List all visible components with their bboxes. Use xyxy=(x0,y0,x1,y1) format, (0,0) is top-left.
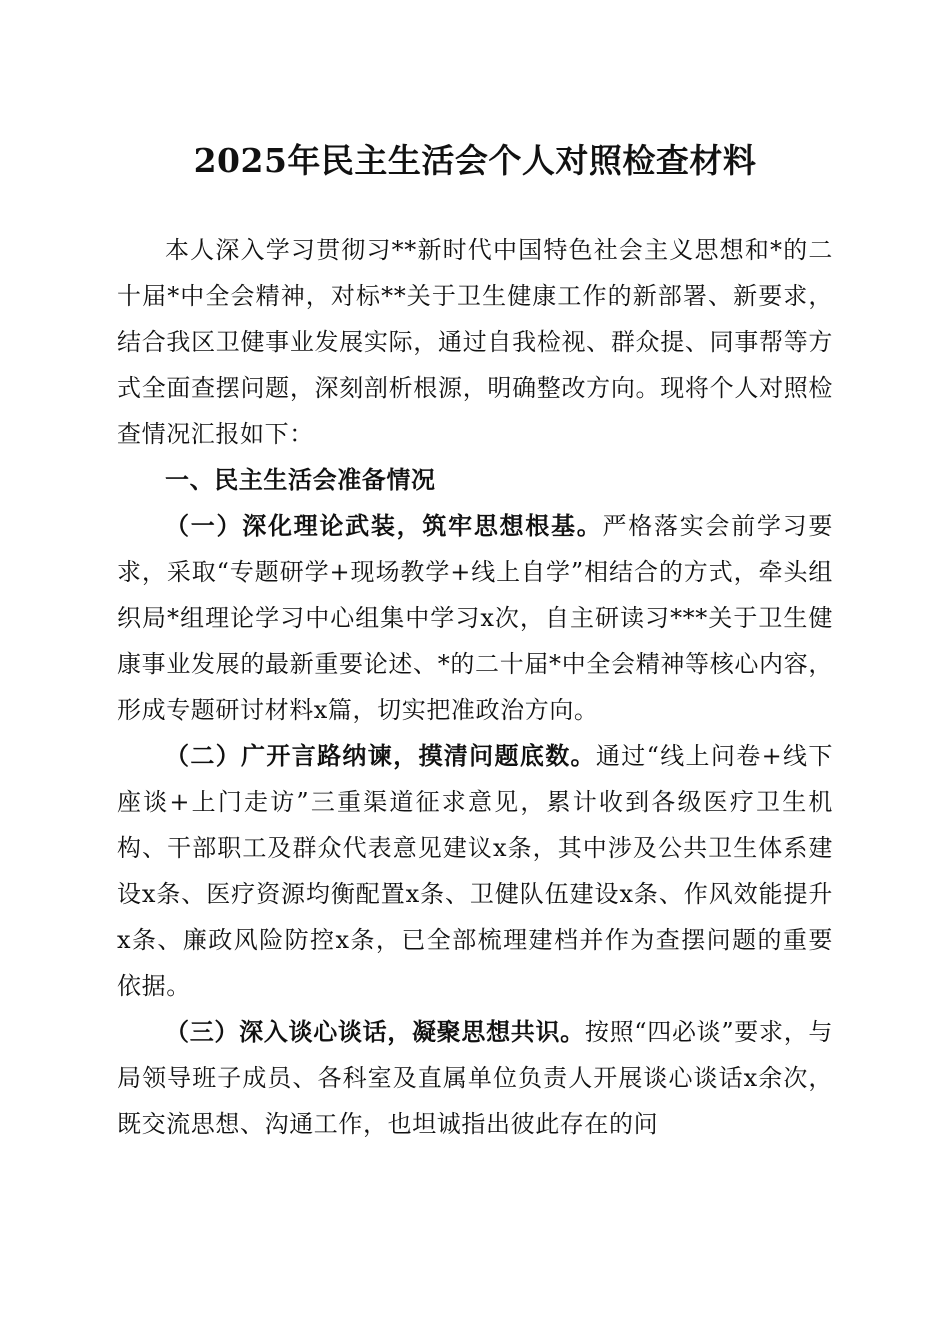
section-item-1-lead: （一）深化理论武装，筑牢思想根基。 xyxy=(165,511,603,540)
section-item-2 xyxy=(117,733,833,1009)
document-body xyxy=(117,227,833,1147)
section-item-2-text: 通过“线上问卷+线下座谈+上门走访”三重渠道征求意见，累计收到各级医疗卫生机构、干部职工及群众代表意见建议x条，其中涉及公共卫生体系建设x条、医疗资源均衡配置x条、卫健队伍建设x条、作风效能提升x条、廉政风险防控x条，已全部梳理建档并作为查摆问题的重要依据。 xyxy=(117,742,833,1000)
section-item-3-text: 按照“四必谈”要求，与局领导班子成员、各科室及直属单位负责人开展谈心谈话x余次，既交流思想、沟通工作，也坦诚指出彼此存在的问 xyxy=(117,1018,833,1138)
section-item-3-lead: （三）深入谈心谈话，凝聚思想共识。 xyxy=(165,1017,585,1046)
document-title: 2025年民主生活会个人对照检查材料 xyxy=(193,141,757,180)
section-item-3 xyxy=(117,1009,833,1147)
section-item-2-lead: （二）广开言路纳谏，摸清问题底数。 xyxy=(165,741,596,770)
section-item-1 xyxy=(117,503,833,733)
section-heading: 一、民主生活会准备情况 xyxy=(165,466,436,494)
section-item-1-text: 严格落实会前学习要求，采取“专题研学+现场教学+线上自学”相结合的方式，牵头组织局*组理论学习中心组集中学习x次，自主研读习***关于卫生健康事业发展的最新重要论述、*的二十届*中全会精神等核心内容，形成专题研讨材料x篇，切实把准政治方向。 xyxy=(117,512,833,724)
intro-paragraph: 本人深入学习贯彻习**新时代中国特色社会主义思想和*的二十届*中全会精神，对标**关于卫生健康工作的新部署、新要求，结合我区卫健事业发展实际，通过自我检视、群众提、同事帮等方式全面查摆问题，深刻剖析根源，明确整改方向。现将个人对照检查情况汇报如下： xyxy=(117,236,833,448)
